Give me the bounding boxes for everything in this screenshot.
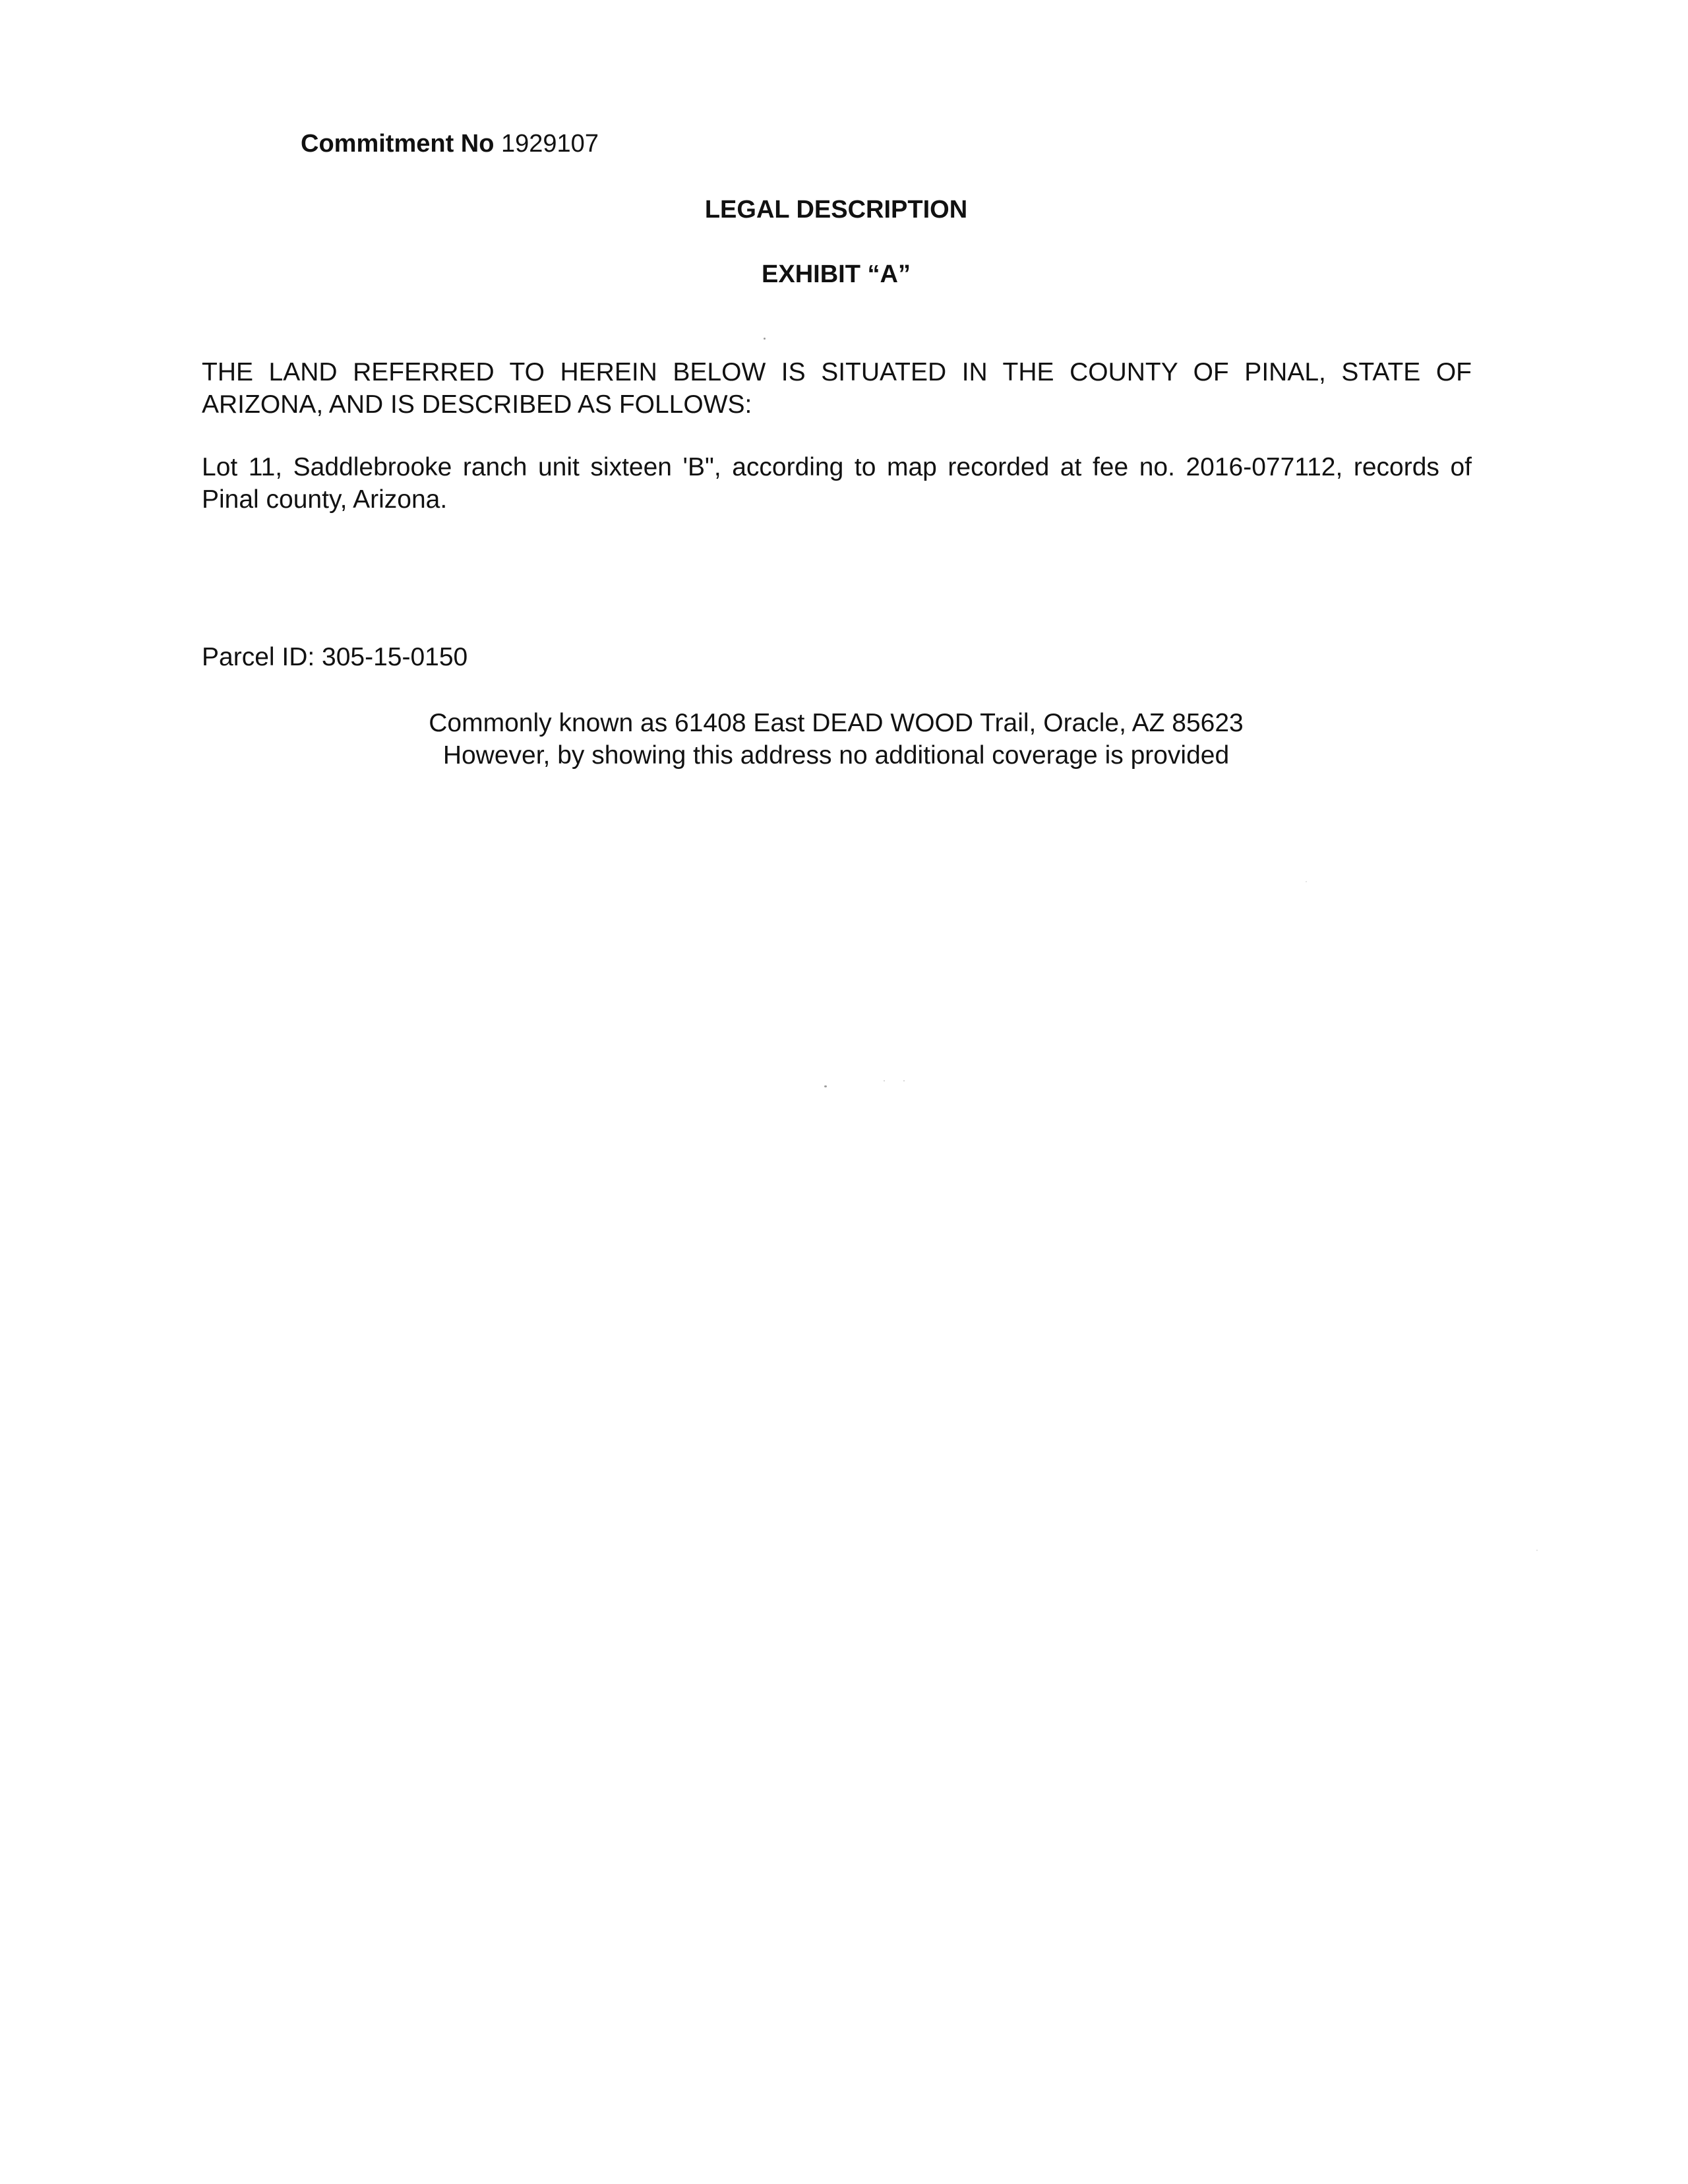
commitment-label: Commitment No bbox=[301, 130, 495, 158]
document-title: LEGAL DESCRIPTION bbox=[704, 196, 968, 224]
scan-speck bbox=[764, 338, 766, 340]
exhibit-heading: EXHIBIT “A” bbox=[762, 260, 911, 288]
scan-speck bbox=[824, 1085, 827, 1087]
coverage-disclaimer: However, by showing this address no additional coverage is provided bbox=[442, 741, 1230, 770]
land-statement: THE LAND REFERRED TO HEREIN BELOW IS SITUATED IN THE COUNTY OF PINAL, STATE OF ARIZONA, AND IS DESCRIBED AS FOLLOWS: bbox=[202, 358, 1472, 419]
scan-speck bbox=[1536, 1550, 1538, 1551]
scan-speck bbox=[903, 1080, 905, 1081]
address-line: Commonly known as 61408 East DEAD WOOD Trail, Oracle, AZ 85623 bbox=[429, 709, 1244, 737]
legal-description-text: Lot 11, Saddlebrooke ranch unit sixteen 'B", according to map recorded at fee no. 2016-077112, records of Pinal county, Arizona. bbox=[202, 453, 1472, 514]
address-block bbox=[0, 707, 1672, 772]
commitment-value: 1929107 bbox=[501, 130, 599, 158]
parcel-id: Parcel ID: 305-15-0150 bbox=[202, 643, 468, 671]
scan-speck bbox=[884, 1080, 885, 1081]
scan-speck bbox=[1306, 881, 1307, 882]
commitment-number bbox=[301, 129, 599, 160]
